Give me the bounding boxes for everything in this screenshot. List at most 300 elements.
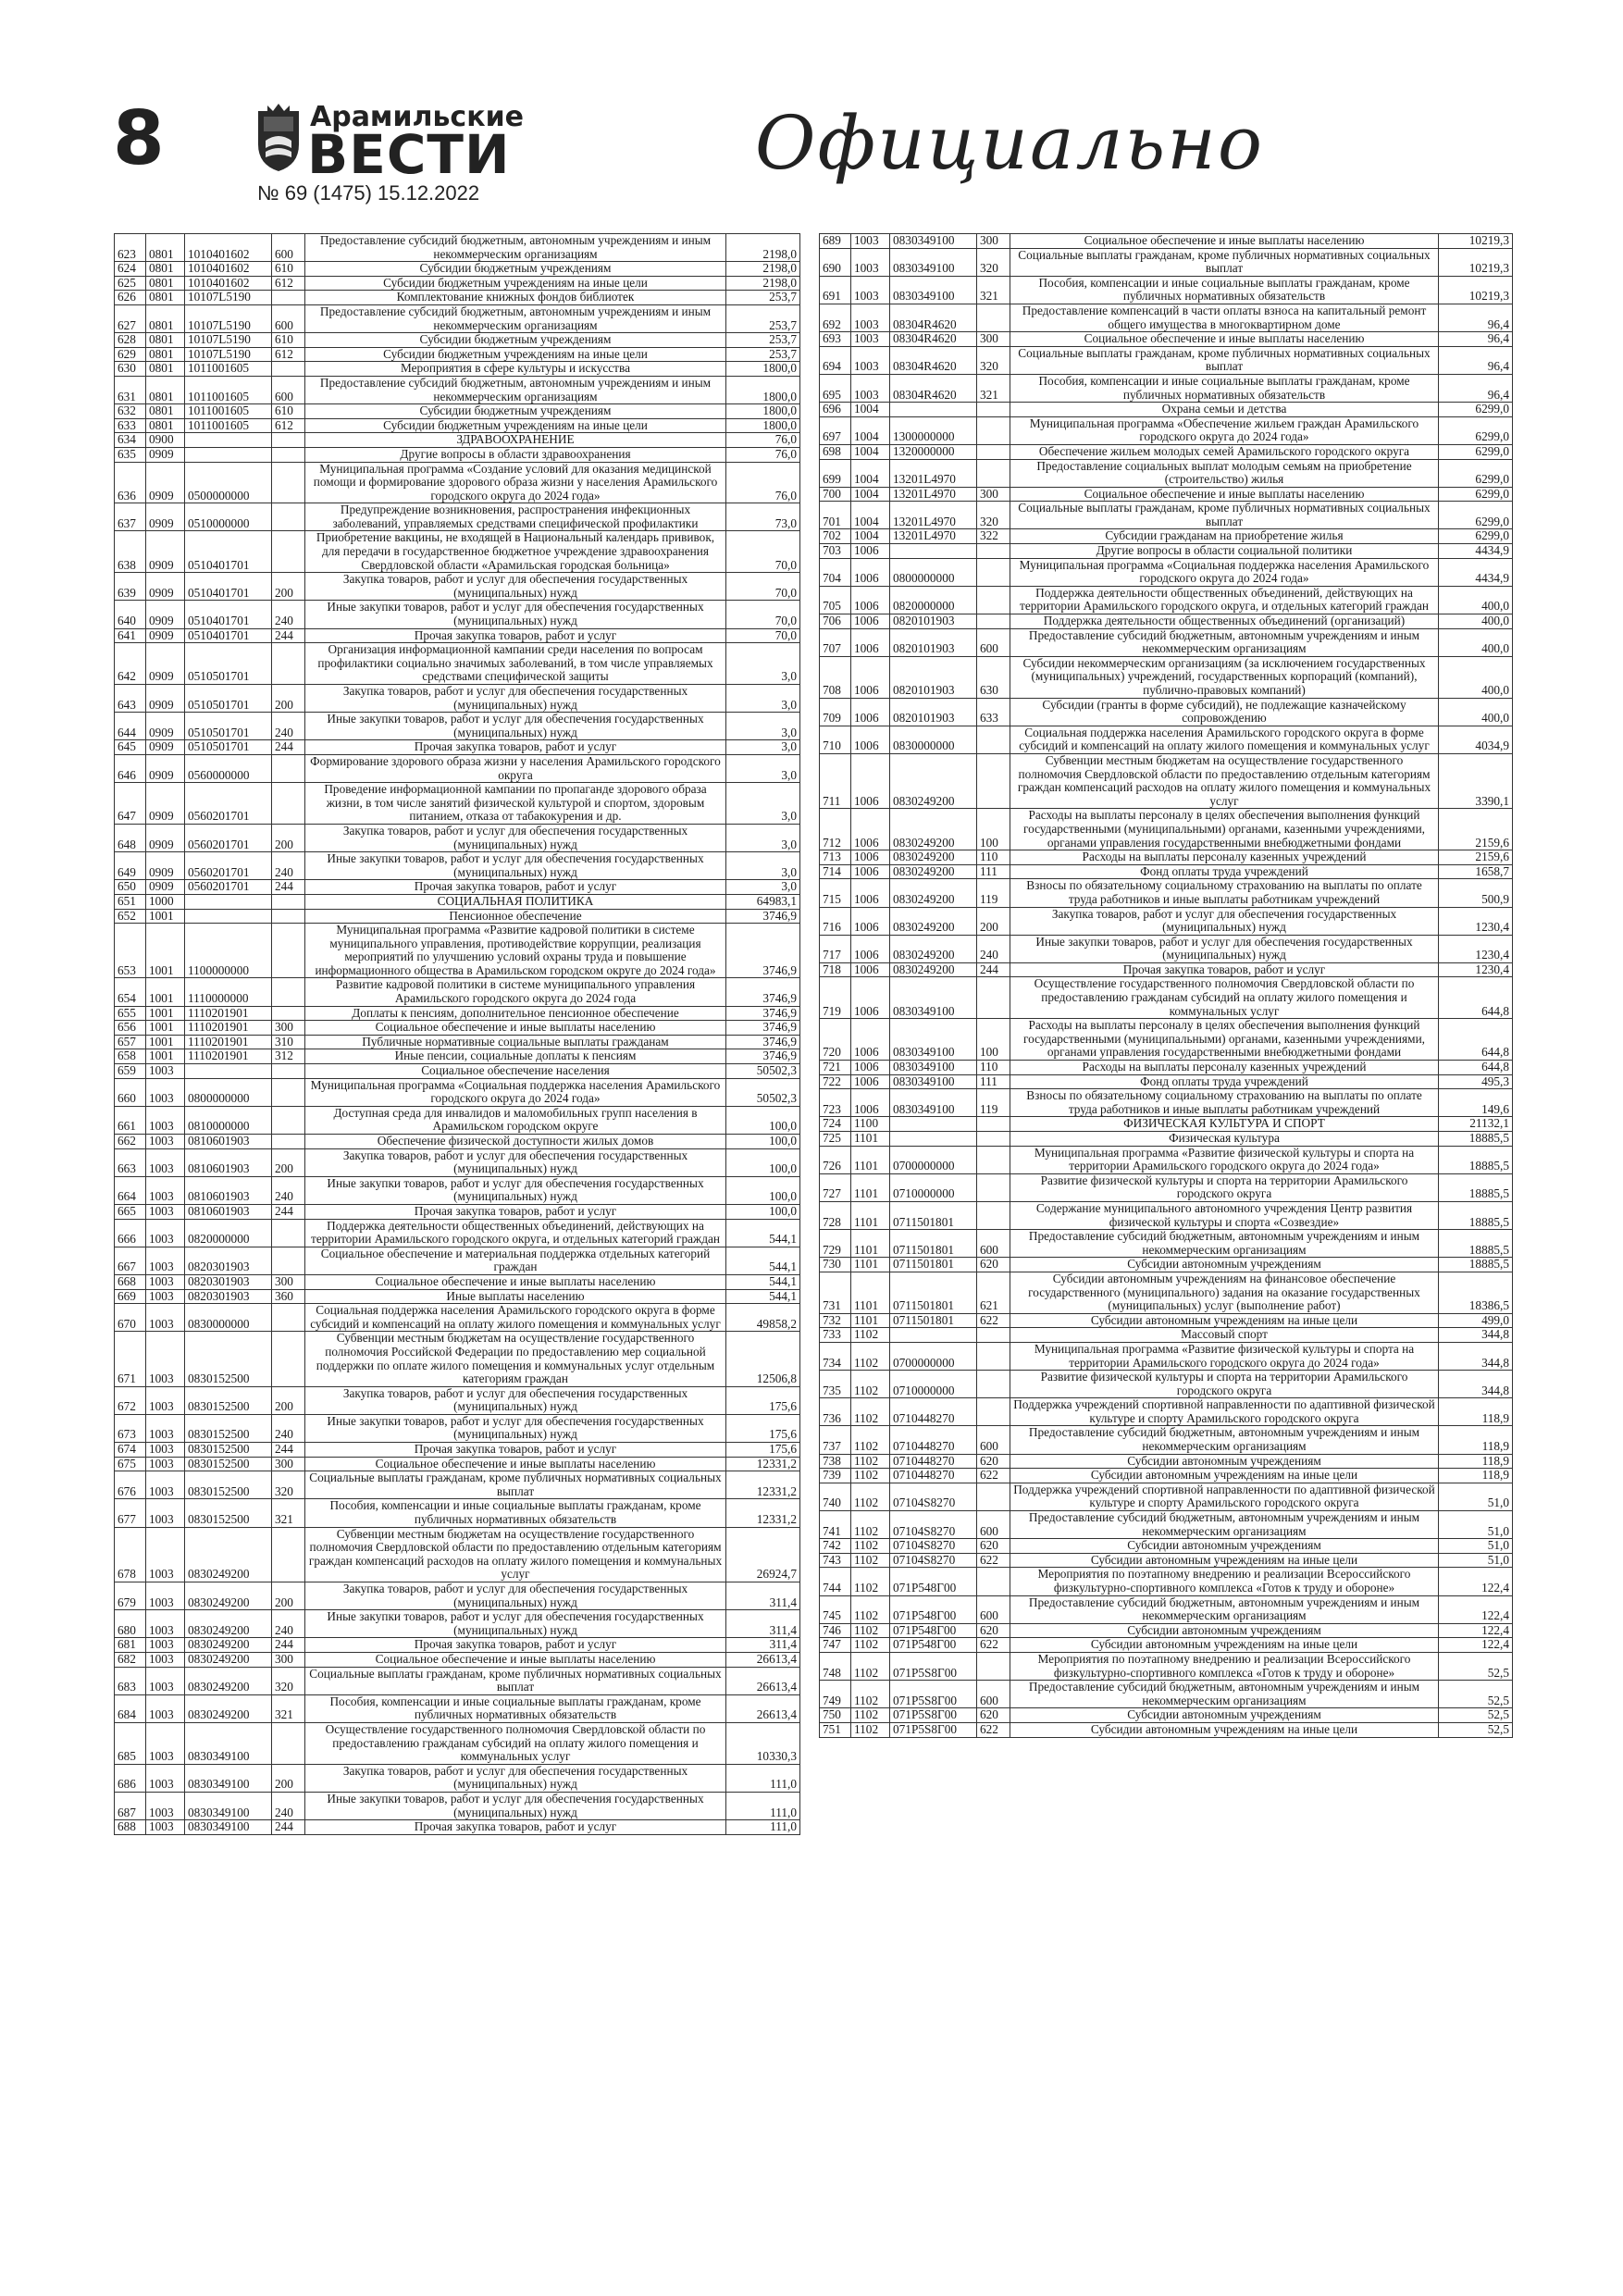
target-article-code: 0711501801 <box>890 1272 977 1313</box>
row-description: Расходы на выплаты персоналу в целях обеспечения выполнения функций государственными (муниципальными) органами, казенными учреждениями, органами управления государственными внебюджетными фондами <box>1010 1019 1439 1061</box>
section-code: 1003 <box>146 1764 185 1792</box>
row-description: Охрана семьи и детства <box>1010 403 1439 417</box>
amount: 12331,2 <box>726 1457 800 1471</box>
row-description: Мероприятия по поэтапному внедрению и реализации Всероссийского физкультурно-спортивного комплекса «Готов к труду и обороне» <box>1010 1652 1439 1680</box>
expense-type-code <box>977 416 1010 444</box>
row-number: 636 <box>115 462 146 503</box>
target-article-code: 0830249200 <box>185 1667 272 1694</box>
row-description: Муниципальная программа «Обеспечение жильем граждан Арамильского городского округа до 2024 года» <box>1010 416 1439 444</box>
section-code: 1001 <box>146 1021 185 1036</box>
section-code: 0801 <box>146 347 185 362</box>
target-article-code <box>890 1132 977 1147</box>
amount: 1230,4 <box>1439 907 1513 935</box>
row-description: Предоставление субсидий бюджетным, автономным учреждениям и иным некоммерческим организациям <box>305 304 726 332</box>
amount: 111,0 <box>726 1764 800 1792</box>
row-number: 678 <box>115 1527 146 1582</box>
table-row <box>115 1021 800 1036</box>
row-number: 740 <box>820 1483 851 1510</box>
section-code: 0801 <box>146 333 185 348</box>
row-number: 745 <box>820 1595 851 1623</box>
target-article-code: 071P548Г00 <box>890 1623 977 1638</box>
expense-type-code: 300 <box>272 1457 305 1471</box>
row-description: Прочая закупка товаров, работ и услуг <box>305 1443 726 1458</box>
target-article-code: 0510000000 <box>185 503 272 531</box>
section-code: 1003 <box>146 1332 185 1386</box>
section-code: 1102 <box>851 1681 890 1708</box>
section-code: 0909 <box>146 462 185 503</box>
table-row <box>820 977 1513 1019</box>
section-code: 1003 <box>146 1820 185 1835</box>
section-code: 1101 <box>851 1201 890 1229</box>
row-number: 708 <box>820 656 851 698</box>
row-number: 718 <box>820 962 851 977</box>
table-row <box>820 809 1513 850</box>
target-article-code: 1010401602 <box>185 276 272 291</box>
amount: 50502,3 <box>726 1078 800 1106</box>
target-article-code: 0500000000 <box>185 462 272 503</box>
row-description: Социальные выплаты гражданам, кроме публичных нормативных социальных выплат <box>1010 248 1439 276</box>
target-article-code: 071P548Г00 <box>890 1595 977 1623</box>
table-row <box>115 1652 800 1667</box>
amount: 175,6 <box>726 1414 800 1442</box>
target-article-code: 0711501801 <box>890 1230 977 1258</box>
amount: 70,0 <box>726 573 800 601</box>
target-article-code: 0820000000 <box>185 1219 272 1247</box>
expense-type-code <box>272 1064 305 1079</box>
section-code: 1101 <box>851 1146 890 1173</box>
section-code: 1102 <box>851 1595 890 1623</box>
row-description: Муниципальная программа «Развитие физической культуры и спорта на территории Арамильского городского округа до 2024 года» <box>1010 1146 1439 1173</box>
row-number: 711 <box>820 753 851 808</box>
row-number: 635 <box>115 447 146 462</box>
section-code: 1003 <box>146 1471 185 1499</box>
section-code: 0909 <box>146 447 185 462</box>
target-article-code: 0820301903 <box>185 1274 272 1289</box>
amount: 3746,9 <box>726 924 800 978</box>
table-row <box>820 1595 1513 1623</box>
target-article-code: 1320000000 <box>890 444 977 459</box>
section-code: 0909 <box>146 628 185 643</box>
row-number: 637 <box>115 503 146 531</box>
expense-type-code <box>977 1483 1010 1510</box>
section-code: 1102 <box>851 1328 890 1343</box>
amount: 26613,4 <box>726 1652 800 1667</box>
table-row <box>115 1332 800 1386</box>
amount: 122,4 <box>1439 1623 1513 1638</box>
target-article-code: 1010401602 <box>185 234 272 262</box>
target-article-code: 1110201901 <box>185 1021 272 1036</box>
target-article-code: 1110201901 <box>185 1049 272 1064</box>
expense-type-code <box>272 362 305 377</box>
table-row <box>820 1019 1513 1061</box>
row-number: 652 <box>115 909 146 924</box>
row-number: 710 <box>820 726 851 753</box>
table-row <box>115 433 800 448</box>
expense-type-code <box>977 558 1010 586</box>
amount: 51,0 <box>1439 1511 1513 1539</box>
amount: 4434,9 <box>1439 544 1513 559</box>
target-article-code <box>185 1064 272 1079</box>
target-article-code <box>185 909 272 924</box>
target-article-code: 0830249200 <box>890 907 977 935</box>
expense-type-code <box>272 924 305 978</box>
expense-type-code <box>977 1132 1010 1147</box>
row-description: Муниципальная программа «Социальная поддержка населения Арамильского городского округа до 2024 года» <box>1010 558 1439 586</box>
table-row <box>820 1539 1513 1554</box>
table-row <box>115 1694 800 1722</box>
row-description: Фонд оплаты труда учреждений <box>1010 1074 1439 1089</box>
expense-type-code: 200 <box>272 1582 305 1610</box>
row-number: 698 <box>820 444 851 459</box>
target-article-code: 0560201701 <box>185 824 272 851</box>
amount: 26613,4 <box>726 1667 800 1694</box>
expense-type-code: 200 <box>977 907 1010 935</box>
row-description: Проведение информационной кампании по пропаганде здорового образа жизни, в том числе занятий физической культурой и спортом, здоровым питанием, отказа от табакокурения и др. <box>305 783 726 825</box>
expense-type-code: 620 <box>977 1623 1010 1638</box>
section-code: 1003 <box>146 1274 185 1289</box>
table-row <box>115 1499 800 1527</box>
table-row <box>820 1371 1513 1398</box>
amount: 96,4 <box>1439 304 1513 331</box>
row-description: Доплаты к пенсиям, дополнительное пенсионное обеспечение <box>305 1006 726 1021</box>
row-description: Субвенции местным бюджетам на осуществление государственного полномочия Российской Федерации по предоставлению мер социальной поддержки по оплате жилого помещения и коммунальных услуг отдельным категориям граждан <box>305 1332 726 1386</box>
table-row <box>820 276 1513 304</box>
row-description: Прочая закупка товаров, работ и услуг <box>305 880 726 895</box>
row-description: Осуществление государственного полномочия Свердловской области по предоставлению гражданам субсидий на оплату жилого помещения и коммунальных услуг <box>1010 977 1439 1019</box>
row-number: 688 <box>115 1820 146 1835</box>
expense-type-code <box>977 1398 1010 1426</box>
table-row <box>115 894 800 909</box>
amount: 100,0 <box>726 1204 800 1219</box>
section-code: 0801 <box>146 234 185 262</box>
row-description: Социальные выплаты гражданам, кроме публичных нормативных социальных выплат <box>1010 346 1439 374</box>
row-number: 741 <box>820 1511 851 1539</box>
table-row <box>115 1049 800 1064</box>
row-number: 668 <box>115 1274 146 1289</box>
row-description: Развитие физической культуры и спорта на территории Арамильского городского округа <box>1010 1173 1439 1201</box>
amount: 122,4 <box>1439 1595 1513 1623</box>
amount: 644,8 <box>1439 1061 1513 1075</box>
row-number: 664 <box>115 1176 146 1204</box>
amount: 1800,0 <box>726 418 800 433</box>
row-number: 670 <box>115 1304 146 1332</box>
section-code: 1100 <box>851 1117 890 1132</box>
expense-type-code <box>272 1078 305 1106</box>
expense-type-code: 244 <box>272 1820 305 1835</box>
table-row <box>820 544 1513 559</box>
expense-type-code: 244 <box>272 1638 305 1653</box>
row-number: 638 <box>115 531 146 573</box>
section-code: 1102 <box>851 1511 890 1539</box>
table-row <box>115 1006 800 1021</box>
row-number: 675 <box>115 1457 146 1471</box>
row-description: Поддержка деятельности общественных объединений, действующих на территории Арамильского городского округа, и отдельных категорий граждан <box>305 1219 726 1247</box>
row-number: 625 <box>115 276 146 291</box>
expense-type-code: 300 <box>977 234 1010 249</box>
expense-type-code <box>272 447 305 462</box>
amount: 118,9 <box>1439 1469 1513 1483</box>
table-row <box>115 1527 800 1582</box>
section-code: 1006 <box>851 544 890 559</box>
row-description: Предупреждение возникновения, распространения инфекционных заболеваний, управляемых средствами специфической профилактики <box>305 503 726 531</box>
row-description: Пособия, компенсации и иные социальные выплаты гражданам, кроме публичных нормативных обязательств <box>1010 276 1439 304</box>
row-number: 734 <box>820 1342 851 1370</box>
row-description: Пенсионное обеспечение <box>305 909 726 924</box>
target-article-code: 0830152500 <box>185 1443 272 1458</box>
target-article-code: 1011001605 <box>185 404 272 419</box>
row-description: Развитие кадровой политики в системе муниципального управления Арамильского городского округа до 2024 года <box>305 978 726 1006</box>
row-number: 728 <box>820 1201 851 1229</box>
table-row <box>820 962 1513 977</box>
row-number: 661 <box>115 1106 146 1134</box>
amount: 3,0 <box>726 783 800 825</box>
row-number: 748 <box>820 1652 851 1680</box>
row-description: Субсидии автономным учреждениям на иные цели <box>1010 1313 1439 1328</box>
expense-type-code: 240 <box>272 1414 305 1442</box>
row-number: 658 <box>115 1049 146 1064</box>
expense-type-code: 600 <box>272 234 305 262</box>
row-number: 632 <box>115 404 146 419</box>
table-row <box>820 1568 1513 1595</box>
row-number: 690 <box>820 248 851 276</box>
expense-type-code: 300 <box>977 332 1010 347</box>
expense-type-code: 620 <box>977 1258 1010 1272</box>
table-row <box>115 1386 800 1414</box>
expense-type-code: 621 <box>977 1272 1010 1313</box>
target-article-code: 0830349100 <box>890 1089 977 1117</box>
amount: 10219,3 <box>1439 276 1513 304</box>
table-row <box>115 1414 800 1442</box>
target-article-code: 0710448270 <box>890 1398 977 1426</box>
expense-type-code: 119 <box>977 1089 1010 1117</box>
amount: 3,0 <box>726 754 800 782</box>
table-row <box>820 1722 1513 1737</box>
table-row <box>820 1132 1513 1147</box>
row-number: 707 <box>820 628 851 656</box>
target-article-code: 0830152500 <box>185 1499 272 1527</box>
row-description: Публичные нормативные социальные выплаты гражданам <box>305 1035 726 1049</box>
row-description: Субсидии бюджетным учреждениям <box>305 333 726 348</box>
row-number: 683 <box>115 1667 146 1694</box>
amount: 544,1 <box>726 1247 800 1274</box>
expense-type-code: 320 <box>272 1667 305 1694</box>
target-article-code: 10107L5190 <box>185 291 272 305</box>
section-code: 1101 <box>851 1258 890 1272</box>
section-code: 0909 <box>146 503 185 531</box>
expense-type-code: 240 <box>272 713 305 740</box>
row-number: 643 <box>115 685 146 713</box>
row-number: 704 <box>820 558 851 586</box>
amount: 64983,1 <box>726 894 800 909</box>
expense-type-code <box>272 433 305 448</box>
expense-type-code: 612 <box>272 347 305 362</box>
target-article-code: 1011001605 <box>185 362 272 377</box>
section-code: 1102 <box>851 1454 890 1469</box>
section-code: 1102 <box>851 1623 890 1638</box>
expense-type-code <box>272 1304 305 1332</box>
row-number: 751 <box>820 1722 851 1737</box>
table-row <box>820 656 1513 698</box>
target-article-code: 07104S8270 <box>890 1483 977 1510</box>
expense-type-code: 610 <box>272 333 305 348</box>
row-number: 727 <box>820 1173 851 1201</box>
target-article-code <box>890 403 977 417</box>
expense-type-code <box>272 978 305 1006</box>
row-number: 716 <box>820 907 851 935</box>
expense-type-code <box>977 1568 1010 1595</box>
expense-type-code: 322 <box>977 529 1010 544</box>
target-article-code: 0820101903 <box>890 614 977 629</box>
row-description: Взносы по обязательному социальному страхованию на выплаты по оплате труда работников и иные выплаты работникам учреждений <box>1010 1089 1439 1117</box>
table-row <box>115 531 800 573</box>
target-article-code: 0820000000 <box>890 586 977 614</box>
row-description: Взносы по обязательному социальному страхованию на выплаты по оплате труда работников и иные выплаты работникам учреждений <box>1010 879 1439 907</box>
issue-info: № 69 (1475) 15.12.2022 <box>257 181 480 205</box>
table-row <box>820 416 1513 444</box>
section-code: 1003 <box>851 248 890 276</box>
table-row <box>115 333 800 348</box>
expense-type-code: 240 <box>272 852 305 880</box>
row-number: 719 <box>820 977 851 1019</box>
expense-type-code: 200 <box>272 685 305 713</box>
amount: 2159,6 <box>1439 850 1513 865</box>
row-number: 669 <box>115 1289 146 1304</box>
row-description: Социальное обеспечение и иные выплаты населению <box>1010 487 1439 502</box>
row-number: 684 <box>115 1694 146 1722</box>
section-code: 1006 <box>851 753 890 808</box>
expense-type-code: 620 <box>977 1539 1010 1554</box>
target-article-code: 1100000000 <box>185 924 272 978</box>
row-description: Поддержка деятельности общественных объединений, действующих на территории Арамильского городского округа, и отдельных категорий граждан <box>1010 586 1439 614</box>
expense-type-code <box>272 291 305 305</box>
target-article-code: 0510401701 <box>185 601 272 628</box>
table-row <box>820 1638 1513 1653</box>
row-description: Расходы на выплаты персоналу в целях обеспечения выполнения функций государственными (муниципальными) органами, казенными учреждениями, органами управления государственными внебюджетными фондами <box>1010 809 1439 850</box>
target-article-code: 0800000000 <box>185 1078 272 1106</box>
row-number: 681 <box>115 1638 146 1653</box>
expense-type-code: 612 <box>272 418 305 433</box>
row-number: 706 <box>820 614 851 629</box>
target-article-code: 0510401701 <box>185 531 272 573</box>
row-number: 629 <box>115 347 146 362</box>
section-code: 0909 <box>146 573 185 601</box>
table-row <box>820 558 1513 586</box>
target-article-code: 0711501801 <box>890 1313 977 1328</box>
row-description: Пособия, компенсации и иные социальные выплаты гражданам, кроме публичных нормативных обязательств <box>305 1499 726 1527</box>
amount: 344,8 <box>1439 1328 1513 1343</box>
amount: 51,0 <box>1439 1483 1513 1510</box>
table-row <box>115 262 800 277</box>
target-article-code: 07104S8270 <box>890 1539 977 1554</box>
amount: 52,5 <box>1439 1652 1513 1680</box>
table-row <box>820 1426 1513 1454</box>
expense-type-code: 320 <box>977 346 1010 374</box>
amount: 51,0 <box>1439 1553 1513 1568</box>
expense-type-code: 100 <box>977 809 1010 850</box>
section-code: 1006 <box>851 1061 890 1075</box>
row-description: Предоставление компенсаций в части оплаты взноса на капитальный ремонт общего имущества в многоквартирном доме <box>1010 304 1439 331</box>
table-row <box>820 907 1513 935</box>
expense-type-code: 244 <box>272 1204 305 1219</box>
row-number: 671 <box>115 1332 146 1386</box>
section-code: 1003 <box>146 1499 185 1527</box>
table-row <box>820 529 1513 544</box>
amount: 6299,0 <box>1439 502 1513 529</box>
row-description: Иные закупки товаров, работ и услуг для обеспечения государственных (муниципальных) нужд <box>305 601 726 628</box>
target-article-code: 0560201701 <box>185 852 272 880</box>
expense-type-code: 244 <box>272 1443 305 1458</box>
section-code: 0909 <box>146 713 185 740</box>
target-article-code: 0510501701 <box>185 740 272 755</box>
amount: 122,4 <box>1439 1638 1513 1653</box>
amount: 100,0 <box>726 1106 800 1134</box>
target-article-code: 0830249200 <box>185 1638 272 1653</box>
section-code: 0801 <box>146 291 185 305</box>
target-article-code: 1011001605 <box>185 376 272 403</box>
expense-type-code <box>977 444 1010 459</box>
section-code: 1004 <box>851 416 890 444</box>
expense-type-code: 300 <box>272 1021 305 1036</box>
table-row <box>115 1667 800 1694</box>
expense-type-code: 610 <box>272 404 305 419</box>
section-code: 1003 <box>146 1247 185 1274</box>
section-code: 1001 <box>146 1035 185 1049</box>
row-number: 730 <box>820 1258 851 1272</box>
target-article-code: 0820101903 <box>890 628 977 656</box>
section-code: 1006 <box>851 1074 890 1089</box>
target-article-code: 0830349100 <box>185 1820 272 1835</box>
amount: 311,4 <box>726 1582 800 1610</box>
table-row <box>115 909 800 924</box>
target-article-code: 0810601903 <box>185 1148 272 1176</box>
amount: 49858,2 <box>726 1304 800 1332</box>
table-row <box>820 1398 1513 1426</box>
section-code: 1102 <box>851 1722 890 1737</box>
expense-type-code: 360 <box>272 1289 305 1304</box>
expense-type-code: 240 <box>272 1610 305 1638</box>
table-row <box>820 1652 1513 1680</box>
table-row <box>115 1274 800 1289</box>
city-emblem-icon <box>254 104 303 173</box>
target-article-code: 07104S8270 <box>890 1553 977 1568</box>
target-article-code: 0830152500 <box>185 1457 272 1471</box>
row-number: 644 <box>115 713 146 740</box>
page-number: 8 <box>113 95 165 181</box>
amount: 6299,0 <box>1439 416 1513 444</box>
amount: 3,0 <box>726 713 800 740</box>
target-article-code: 08304R4620 <box>890 332 977 347</box>
table-row <box>115 713 800 740</box>
amount: 70,0 <box>726 628 800 643</box>
table-row <box>820 586 1513 614</box>
row-description: Социальное обеспечение и иные выплаты населению <box>1010 234 1439 249</box>
table-row <box>115 643 800 685</box>
expense-type-code <box>272 754 305 782</box>
row-description: Социальные выплаты гражданам, кроме публичных нормативных социальных выплат <box>1010 502 1439 529</box>
section-code: 1003 <box>146 1106 185 1134</box>
expense-type-code <box>977 586 1010 614</box>
table-row <box>115 234 800 262</box>
target-article-code: 10107L5190 <box>185 304 272 332</box>
section-code: 1004 <box>851 403 890 417</box>
section-code: 1102 <box>851 1553 890 1568</box>
table-row <box>820 1201 1513 1229</box>
target-article-code <box>185 894 272 909</box>
expense-type-code: 622 <box>977 1638 1010 1653</box>
section-code: 1003 <box>146 1219 185 1247</box>
target-article-code: 0830152500 <box>185 1332 272 1386</box>
row-number: 676 <box>115 1471 146 1499</box>
